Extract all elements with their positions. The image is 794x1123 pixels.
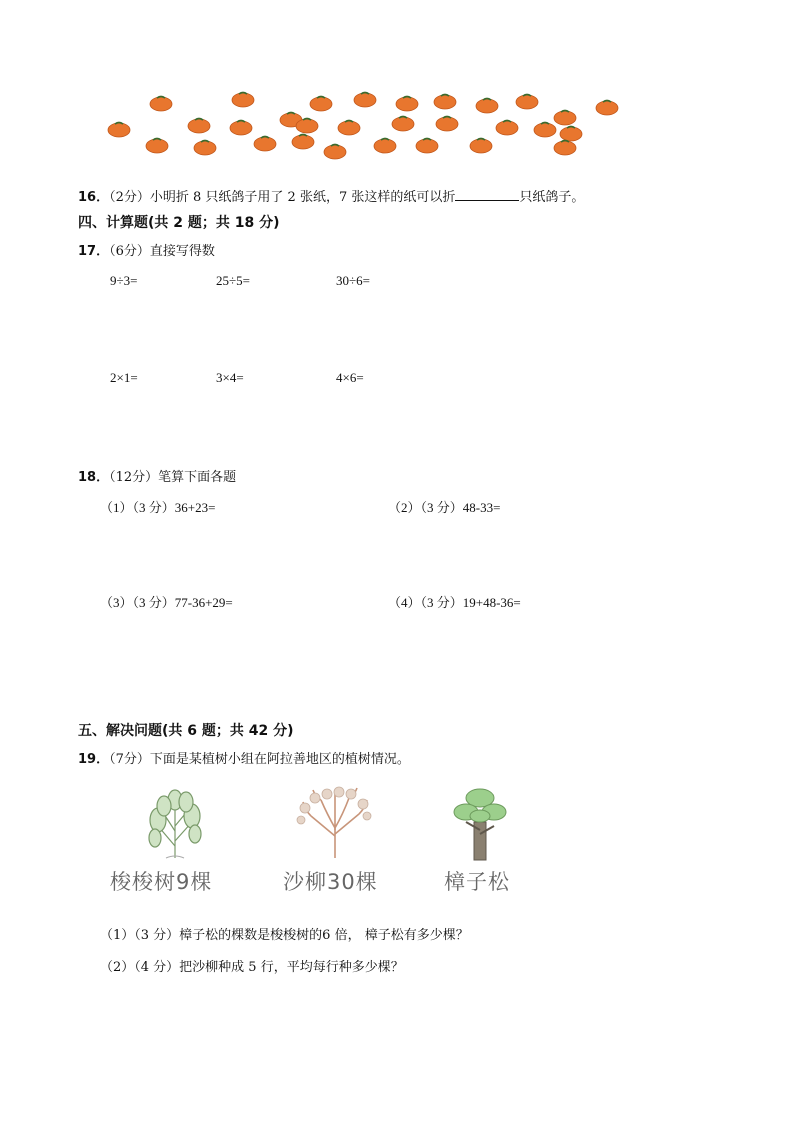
- persimmon-icon: [254, 137, 276, 152]
- q19-number: 19．: [78, 752, 110, 767]
- persimmon-icon: [554, 111, 576, 126]
- persimmons-picture: [95, 90, 640, 165]
- q19-sub-1: （1）（3 分）樟子松的棵数是梭梭树的6 倍， 樟子松有多少棵？: [100, 928, 469, 943]
- persimmon-icon: [292, 135, 314, 150]
- written-calc-item: （1）（3 分）36+23=: [100, 500, 216, 515]
- persimmon-icon: [324, 145, 346, 160]
- persimmon-icon: [188, 119, 210, 134]
- written-calc-item: （3）（3 分）77-36+29=: [100, 595, 233, 610]
- persimmon-icon: [354, 93, 376, 108]
- persimmon-icon: [194, 141, 216, 156]
- persimmon-icon: [434, 95, 456, 110]
- persimmon-icon: [232, 93, 254, 108]
- written-calc-item: （4）（3 分）19+48-36=: [388, 595, 521, 610]
- calc-item: 30÷6=: [336, 273, 370, 288]
- calc-item: 4×6=: [336, 370, 364, 385]
- persimmon-icon: [396, 97, 418, 112]
- persimmon-icon: [476, 99, 498, 114]
- q16-number: 16．: [78, 190, 110, 205]
- persimmon-icon: [392, 117, 414, 132]
- saxaul-tree-icon: [140, 786, 210, 862]
- question-17: [78, 240, 215, 259]
- persimmon-icon: [470, 139, 492, 154]
- q17-score: （6分）: [109, 244, 150, 259]
- q16-text-1: 小明折 8 只纸鸽子用了 2 张纸，7 张这样的纸可以折: [149, 190, 456, 205]
- question-19: [78, 748, 410, 767]
- q17-text: 直接写得数: [149, 244, 215, 259]
- persimmon-icon: [338, 121, 360, 136]
- persimmon-icon: [554, 141, 576, 156]
- q19-text: 下面是某植树小组在阿拉善地区的植树情况。: [149, 752, 410, 767]
- persimmon-icon: [436, 117, 458, 132]
- persimmon-icon: [374, 139, 396, 154]
- q18-score: （12分）: [109, 470, 159, 485]
- q18-text: 笔算下面各题: [158, 470, 237, 485]
- q19-score: （7分）: [109, 752, 150, 767]
- persimmon-icon: [146, 139, 168, 154]
- persimmon-icon: [108, 123, 130, 138]
- tree-label-sand-willow: 沙柳30棵: [283, 870, 378, 894]
- persimmon-icon: [560, 127, 582, 142]
- persimmon-icon: [150, 97, 172, 112]
- calc-item: 2×1=: [110, 370, 138, 385]
- q16-answer-blank[interactable]: [455, 188, 519, 201]
- question-16: [78, 186, 584, 205]
- section-5-heading: 五、解决问题(共 6 题；共 42 分): [78, 723, 294, 739]
- question-18: [78, 466, 236, 485]
- q16-text-2: 只纸鸽子。: [519, 190, 585, 205]
- q18-number: 18．: [78, 470, 110, 485]
- persimmon-icon: [596, 101, 618, 116]
- persimmon-icon: [310, 97, 332, 112]
- persimmon-icon: [296, 119, 318, 134]
- written-calc-item: （2）（3 分）48-33=: [388, 500, 501, 515]
- persimmon-icon: [516, 95, 538, 110]
- q16-score: （2分）: [109, 190, 150, 205]
- sand-willow-icon: [295, 786, 375, 862]
- persimmon-icon: [416, 139, 438, 154]
- calc-item: 25÷5=: [216, 273, 250, 288]
- pine-tree-icon: [452, 786, 508, 862]
- persimmon-icon: [230, 121, 252, 136]
- persimmon-icon: [496, 121, 518, 136]
- calc-item: 3×4=: [216, 370, 244, 385]
- tree-label-saxaul: 梭梭树9棵: [110, 870, 213, 894]
- persimmon-icon: [534, 123, 556, 138]
- calc-item: 9÷3=: [110, 273, 138, 288]
- section-4-heading: 四、计算题(共 2 题；共 18 分): [78, 215, 280, 231]
- tree-label-pine: 樟子松: [444, 870, 510, 894]
- q17-number: 17．: [78, 244, 110, 259]
- q19-sub-2: （2）（4 分）把沙柳种成 5 行，平均每行种多少棵？: [100, 960, 404, 975]
